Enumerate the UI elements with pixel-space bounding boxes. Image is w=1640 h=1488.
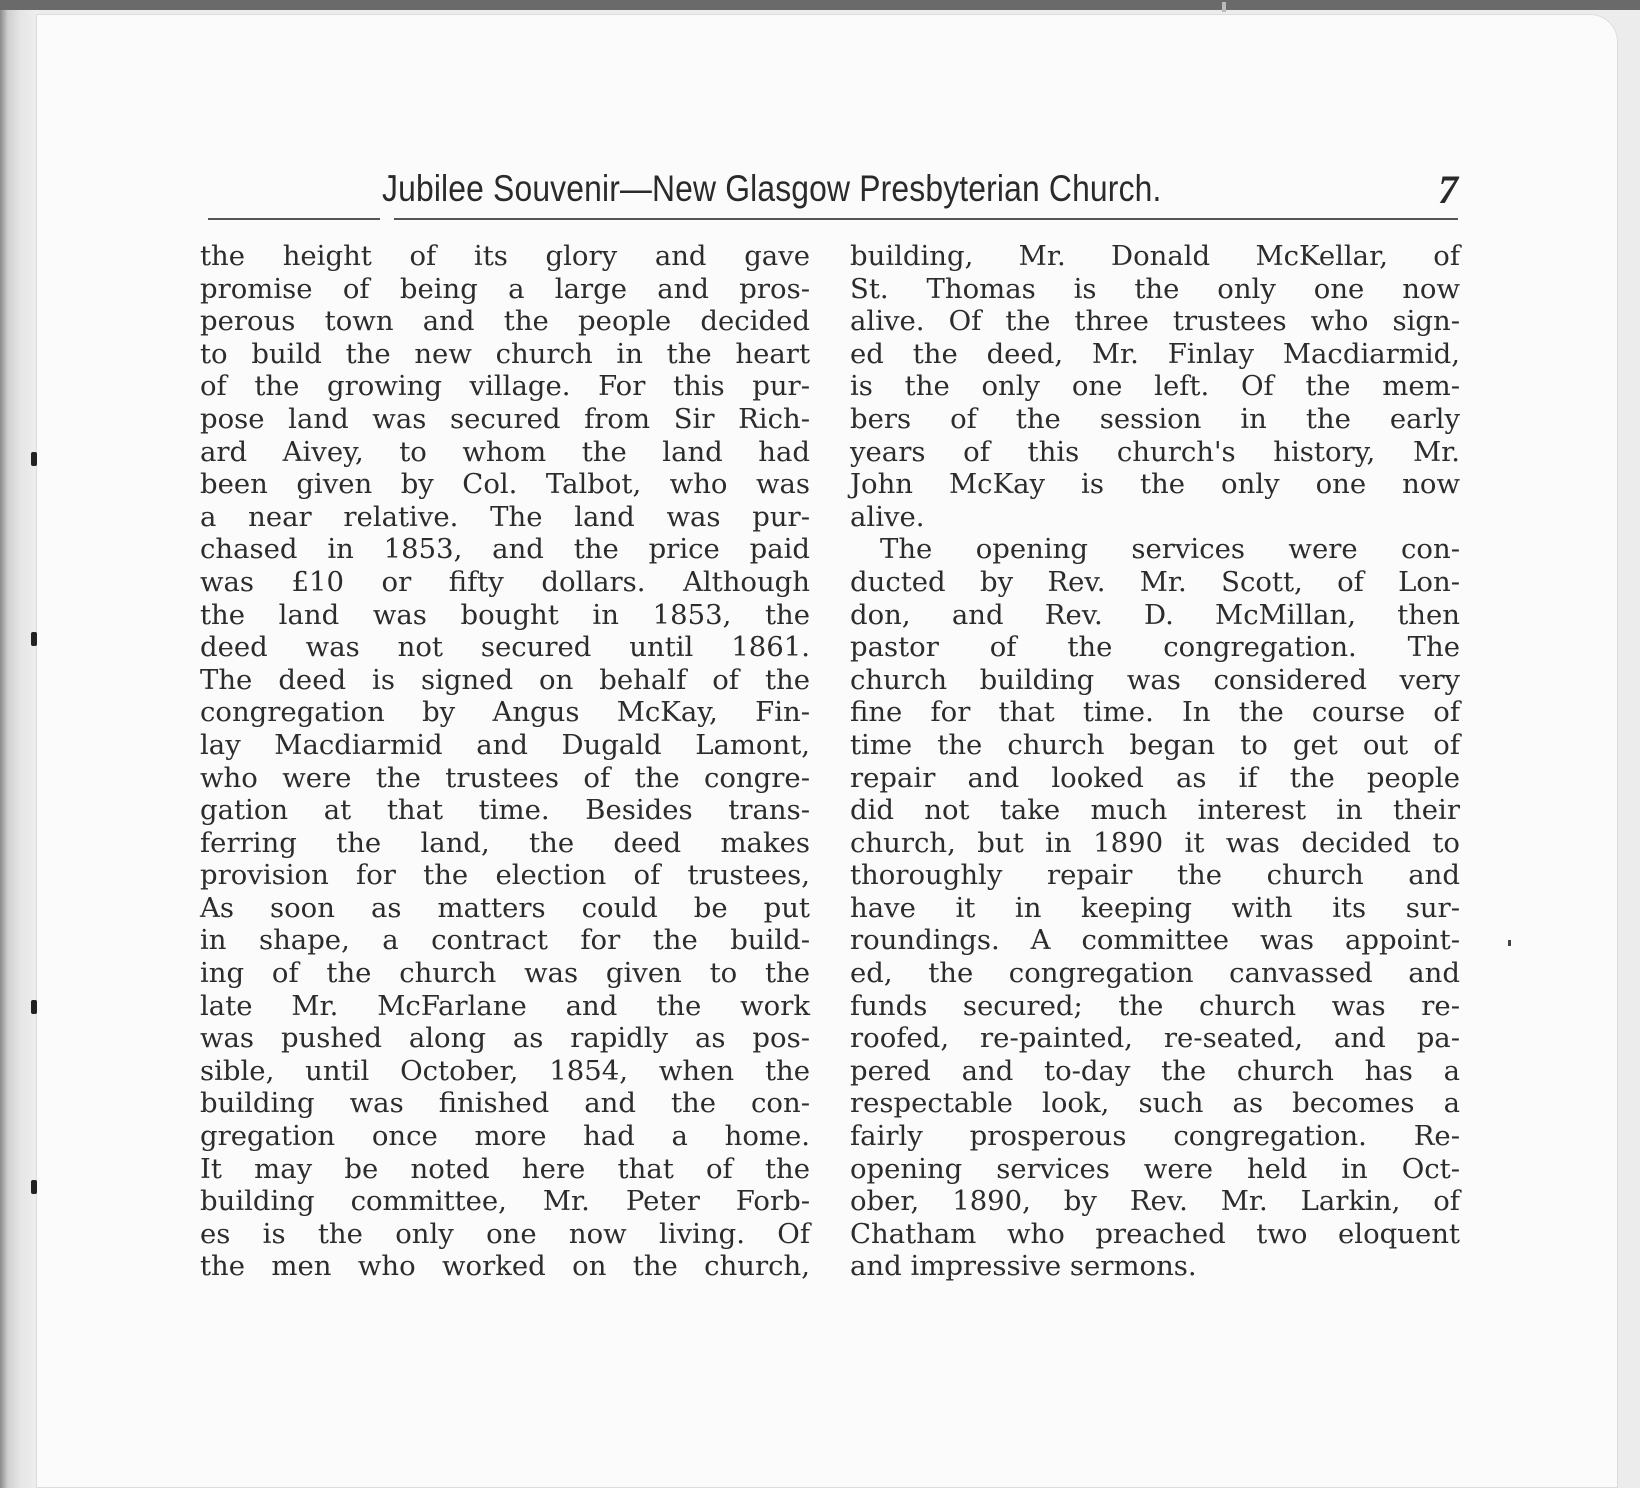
binding-mark: [31, 1180, 37, 1194]
text-line: building, Mr. Donald McKellar, of: [850, 240, 1460, 272]
text-line: ferring the land, the deed makes: [200, 826, 810, 859]
text-line: in shape, a contract for the build-: [200, 924, 810, 957]
text-line: who were the trustees of the congre-: [200, 761, 810, 794]
text-line: building committee, Mr. Peter Forb-: [200, 1185, 810, 1218]
header-rule-gap: [380, 216, 394, 222]
text-line: late Mr. McFarlane and the work: [200, 989, 810, 1022]
text-line: The deed is signed on behalf of the: [200, 663, 810, 696]
text-line: As soon as matters could be put: [200, 891, 810, 924]
text-line: St. Thomas is the only one now: [850, 272, 1460, 305]
text-line: was pushed along as rapidly as pos-: [200, 1022, 810, 1055]
text-line: pastor of the congregation. The: [850, 631, 1460, 664]
text-line: fairly prosperous congregation. Re-: [850, 1120, 1460, 1153]
text-line: gation at that time. Besides trans-: [200, 794, 810, 827]
text-line: Chatham who preached two eloquent: [850, 1217, 1460, 1250]
print-speck: [1508, 940, 1511, 946]
header-rule: [208, 218, 1458, 220]
text-line: sible, until October, 1854, when the: [200, 1054, 810, 1087]
text-line: John McKay is the only one now: [850, 468, 1460, 501]
text-line: and impressive sermons.: [850, 1250, 1197, 1283]
text-line: es is the only one now living. Of: [200, 1217, 810, 1250]
text-line: years of this church's history, Mr.: [850, 435, 1460, 468]
text-line: deed was not secured until 1861.: [200, 631, 810, 664]
text-line: of the growing village. For this pur-: [200, 370, 810, 403]
text-line: ard Aivey, to whom the land had: [200, 435, 810, 468]
binding-mark: [31, 452, 37, 466]
text-line: bers of the session in the early: [850, 402, 1460, 435]
text-line: congregation by Angus McKay, Fin-: [200, 696, 810, 729]
text-line: is the only one left. Of the mem-: [850, 370, 1460, 403]
text-line: lay Macdiarmid and Dugald Lamont,: [200, 728, 810, 761]
text-line: ing of the church was given to the: [200, 957, 810, 990]
text-line: alive.: [850, 500, 925, 533]
header-title: Jubilee Souvenir—New Glasgow Presbyterian Church.: [382, 168, 1162, 209]
text-line: church, but in 1890 it was decided to: [850, 826, 1460, 859]
text-line: a near relative. The land was pur-: [200, 500, 810, 533]
text-line: funds secured; the church was re-: [850, 989, 1460, 1022]
binding-mark: [31, 1000, 37, 1014]
text-line: promise of being a large and pros-: [200, 272, 810, 305]
text-line: ober, 1890, by Rev. Mr. Larkin, of: [850, 1185, 1460, 1218]
text-line: roundings. A committee was appoint-: [850, 924, 1460, 957]
text-column-left: [200, 240, 810, 1283]
text-line: repair and looked as if the people: [850, 761, 1460, 794]
text-line: ed, the congregation canvassed and: [850, 957, 1460, 990]
text-line: chased in 1853, and the price paid: [200, 533, 810, 566]
text-line: to build the new church in the heart: [200, 337, 810, 370]
text-line: the height of its glory and gave: [200, 240, 810, 272]
text-column-right: [850, 240, 1460, 1283]
text-line: ed the deed, Mr. Finlay Macdiarmid,: [850, 337, 1460, 370]
text-line: did not take much interest in their: [850, 794, 1460, 827]
text-line: building was finished and the con-: [200, 1087, 810, 1120]
binding-mark: [31, 632, 37, 646]
text-line: It may be noted here that of the: [200, 1152, 810, 1185]
text-line: respectable look, such as becomes a: [850, 1087, 1460, 1120]
page-number: 7: [1438, 167, 1458, 212]
print-speck: [1222, 2, 1226, 12]
text-line: perous town and the people decided: [200, 305, 810, 338]
text-line: thoroughly repair the church and: [850, 859, 1460, 892]
text-line: time the church began to get out of: [850, 728, 1460, 761]
text-line: roofed, re-painted, re-seated, and pa-: [850, 1022, 1460, 1055]
text-line: was £10 or fifty dollars. Although: [200, 565, 810, 598]
running-header: [200, 168, 1458, 218]
text-line: ducted by Rev. Mr. Scott, of Lon-: [850, 565, 1460, 598]
text-line: church building was considered very: [850, 663, 1460, 696]
text-line: pose land was secured from Sir Rich-: [200, 402, 810, 435]
text-line: pered and to-day the church has a: [850, 1054, 1460, 1087]
book-spine-edge: [0, 0, 38, 1488]
text-line: don, and Rev. D. McMillan, then: [850, 598, 1460, 631]
text-line: have it in keeping with its sur-: [850, 891, 1460, 924]
text-line: been given by Col. Talbot, who was: [200, 468, 810, 501]
text-line: opening services were held in Oct-: [850, 1152, 1460, 1185]
text-line: gregation once more had a home.: [200, 1120, 810, 1153]
text-line: the men who worked on the church,: [200, 1250, 810, 1283]
text-line: The opening services were con-: [880, 533, 1460, 566]
text-line: alive. Of the three trustees who sign-: [850, 305, 1460, 338]
text-line: the land was bought in 1853, the: [200, 598, 810, 631]
page-top-edge: [0, 0, 1640, 10]
text-line: provision for the election of trustees,: [200, 859, 810, 892]
text-line: fine for that time. In the course of: [850, 696, 1460, 729]
